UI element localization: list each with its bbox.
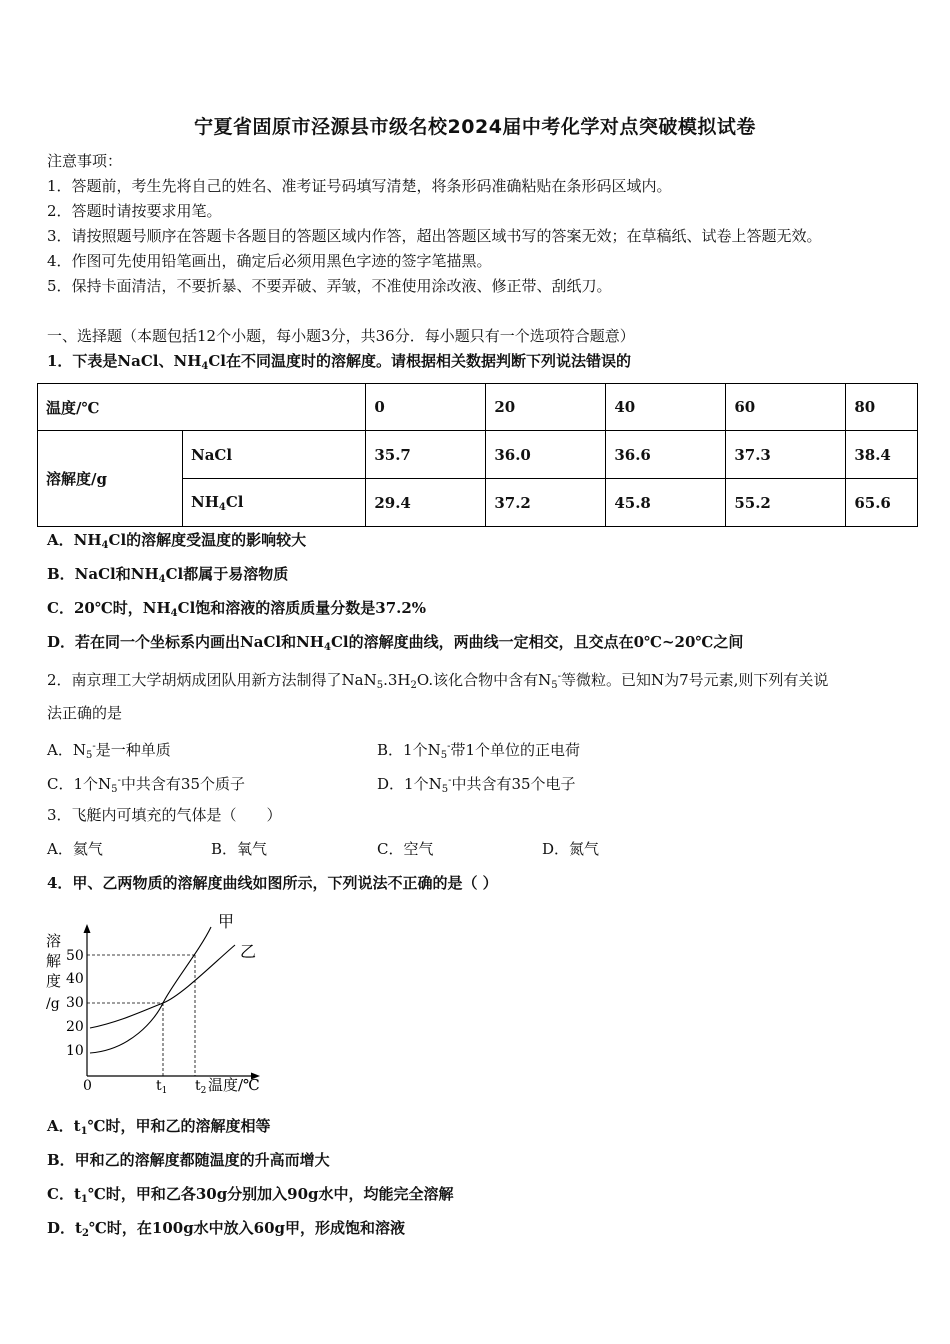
- x-tick-t1: $t_1$: [156, 1078, 168, 1096]
- solubility-curve-graph: [40, 910, 280, 1100]
- notice-item-4: 4．作图可先使用铅笔画出，确定后必须用黑色字迹的签字笔描黑。: [47, 252, 492, 270]
- q4-option-b: B．甲和乙的溶解度都随温度的升高而增大: [47, 1151, 330, 1169]
- curve-jia: [90, 927, 211, 1053]
- value-cell: 37.2: [486, 479, 606, 527]
- curve-yi: [90, 945, 235, 1028]
- q1-option-d: D．若在同一个坐标系内画出NaCl和$NH_4Cl$的溶解度曲线，两曲线一定相交，且交点在0℃~20℃之间: [47, 633, 744, 653]
- solubility-header: 溶解度/g: [38, 431, 183, 527]
- q2-option-c: C．1个$N_5^-$中共含有35个质子: [47, 775, 246, 795]
- q1-option-a: A．$NH_4Cl$的溶解度受温度的影响较大: [47, 531, 307, 551]
- q3-option-c: C．空气: [377, 840, 434, 858]
- q4-option-a: A．$t_1℃$时，甲和乙的溶解度相等: [47, 1117, 271, 1137]
- q2-option-d: D．1个$N_5^-$中共含有35个电子: [377, 775, 576, 795]
- notice-item-2: 2．答题时请按要求用笔。: [47, 202, 222, 220]
- temp-cell: 80: [846, 384, 918, 431]
- value-cell: 36.0: [486, 431, 606, 479]
- temp-cell: 40: [606, 384, 726, 431]
- q3-option-a: A．氦气: [47, 840, 103, 858]
- q3-option-b: B．氧气: [211, 840, 268, 858]
- q3-stem: 3．飞艇内可填充的气体是（ ）: [47, 806, 282, 824]
- section-heading: 一、选择题（本题包括12个小题，每小题3分，共36分．每小题只有一个选项符合题意）: [47, 327, 635, 345]
- temp-cell: 20: [486, 384, 606, 431]
- temp-cell: 60: [726, 384, 846, 431]
- y-tick: 30: [66, 995, 84, 1011]
- substance-nacl: NaCl: [183, 431, 366, 479]
- temp-header: 温度/℃: [38, 384, 366, 431]
- value-cell: 36.6: [606, 431, 726, 479]
- y-axis-arrow: [84, 924, 91, 933]
- y-tick: 20: [66, 1019, 84, 1035]
- q1-option-b: B．NaCl和$NH_4Cl$都属于易溶物质: [47, 565, 289, 585]
- q4-option-d: D．$t_2℃$时，在100g水中放入60g甲，形成饱和溶液: [47, 1219, 406, 1239]
- y-tick: 10: [66, 1043, 84, 1059]
- origin-label: 0: [83, 1078, 92, 1094]
- y-label-char: 溶: [46, 932, 62, 950]
- value-cell: 29.4: [366, 479, 486, 527]
- notice-item-1: 1．答题前，考生先将自己的姓名、准考证号码填写清楚，将条形码准确粘贴在条形码区域内。: [47, 177, 672, 195]
- y-label-char: /g: [46, 996, 60, 1012]
- q3-option-d: D．氮气: [542, 840, 600, 858]
- value-cell: 45.8: [606, 479, 726, 527]
- y-label-char: 度: [46, 972, 62, 990]
- q2-option-a: A．$N_5^-$是一种单质: [47, 741, 171, 761]
- value-cell: 38.4: [846, 431, 918, 479]
- value-cell: 55.2: [726, 479, 846, 527]
- q2-stem: 2．南京理工大学胡炳成团队用新方法制得了$NaN_5.3H_2O$.该化合物中含有$N_5^-$等微粒。已知N为7号元素,则下列有关说: [47, 671, 829, 691]
- y-tick: 50: [66, 948, 84, 964]
- value-cell: 35.7: [366, 431, 486, 479]
- substance-nh4cl: $NH_4Cl$: [183, 479, 366, 527]
- q1-option-c: C．20℃时，$NH_4Cl$饱和溶液的溶质质量分数是37.2%: [47, 599, 427, 619]
- q1-stem: 1．下表是NaCl、$NH_4Cl$在不同温度时的溶解度。请根据相关数据判断下列说法错误的: [47, 352, 631, 372]
- y-label-char: 解: [46, 952, 62, 970]
- q2-stem-line2: 法正确的是: [47, 704, 123, 722]
- temp-cell: 0: [366, 384, 486, 431]
- solubility-table: [37, 383, 918, 527]
- curve-label-jia: 甲: [218, 912, 235, 931]
- x-axis-label: 温度/℃: [208, 1076, 260, 1094]
- x-tick-t2: $t_2$: [195, 1078, 207, 1096]
- q4-option-c: C．$t_1℃$时，甲和乙各30g分别加入90g水中，均能完全溶解: [47, 1185, 454, 1205]
- notice-item-5: 5．保持卡面清洁，不要折暴、不要弄破、弄皱，不准使用涂改液、修正带、刮纸刀。: [47, 277, 612, 295]
- y-tick: 40: [66, 971, 84, 987]
- notice-item-3: 3．请按照题号顺序在答题卡各题目的答题区域内作答，超出答题区域书写的答案无效；在草稿纸、试卷上答题无效。: [47, 227, 822, 245]
- curve-label-yi: 乙: [240, 942, 257, 961]
- page-title: 宁夏省固原市泾源县市级名校2024届中考化学对点突破模拟试卷: [194, 116, 756, 138]
- value-cell: 65.6: [846, 479, 918, 527]
- value-cell: 37.3: [726, 431, 846, 479]
- notice-heading: 注意事项：: [47, 152, 123, 170]
- q2-option-b: B．1个$N_5^-$带1个单位的正电荷: [377, 741, 581, 761]
- q4-stem: 4．甲、乙两物质的溶解度曲线如图所示，下列说法不正确的是（ ）: [47, 874, 498, 892]
